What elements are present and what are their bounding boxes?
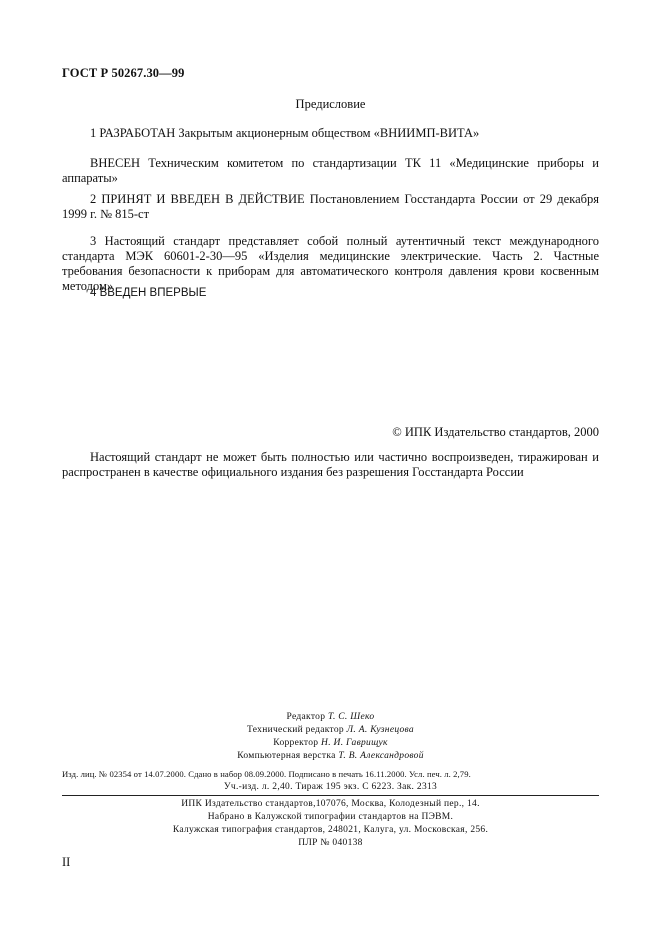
- copyright-line: © ИПК Издательство стандартов, 2000: [392, 425, 599, 439]
- paragraph-developed-by: 1 РАЗРАБОТАН Закрытым акционерным обществом «ВНИИМП-ВИТА»: [90, 126, 480, 140]
- credit-tech-editor-name: Л. А. Кузнецова: [346, 725, 414, 735]
- imprint-line-3: ИПК Издательство стандартов,107076, Москва, Колодезный пер., 14.: [181, 799, 480, 809]
- credit-tech-editor: [62, 725, 599, 735]
- paragraph-introduced-by: ВНЕСЕН Техническим комитетом по стандартизации ТК 11 «Медицинские приборы и аппараты»: [62, 156, 599, 185]
- imprint-divider: [62, 795, 599, 796]
- paragraph-authentic-text: 3 Настоящий стандарт представляет собой полный аутентичный текст международного стандарта МЭК 60601-2-30—95 «Изделия медицинские электрические. Часть 2. Частные требования безопасности к приборам для автоматического контроля давления крови косвенным методом»: [62, 234, 599, 293]
- credit-editor-label: Редактор: [286, 712, 326, 722]
- credit-layout-label: Компьютерная верстка: [237, 751, 336, 761]
- credit-corrector-label: Корректор: [273, 738, 319, 748]
- credit-layout: [62, 751, 599, 761]
- preface-title: Предисловие: [295, 97, 366, 111]
- standard-code-header: ГОСТ Р 50267.30—99: [62, 66, 185, 80]
- paragraph-first-introduced: 4 ВВЕДЕН ВПЕРВЫЕ: [90, 287, 207, 299]
- imprint-line-5: Калужская типография стандартов, 248021, Калуга, ул. Московская, 256.: [172, 825, 489, 835]
- imprint-line-4: Набрано в Калужской типографии стандартов на ПЭВМ.: [207, 812, 454, 822]
- paragraph-adopted: 2 ПРИНЯТ И ВВЕДЕН В ДЕЙСТВИЕ Постановлением Госстандарта России от 29 декабря 1999 г. № 815-ст: [62, 192, 599, 221]
- credit-tech-editor-label: Технический редактор: [247, 725, 344, 735]
- imprint-line-1: Изд. лиц. № 02354 от 14.07.2000. Сдано в набор 08.09.2000. Подписано в печать 16.11.2000. Усл. печ. л. 2,79.: [62, 769, 471, 779]
- imprint-line-2: Уч.-изд. л. 2,40. Тираж 195 экз. С 6223. Зак. 2313: [223, 782, 438, 792]
- credit-layout-name: Т. В. Александровой: [338, 751, 424, 761]
- credit-editor: [62, 712, 599, 722]
- credit-corrector: [62, 738, 599, 748]
- page-number: II: [62, 855, 71, 869]
- imprint-line-6: ПЛР № 040138: [298, 838, 363, 848]
- credit-editor-name: Т. С. Шеко: [327, 712, 375, 722]
- credit-corrector-name: Н. И. Гаврищук: [321, 738, 388, 748]
- reproduction-notice: Настоящий стандарт не может быть полностью или частично воспроизведен, тиражирован и распространен в качестве официального издания без разрешения Госстандарта России: [62, 450, 599, 479]
